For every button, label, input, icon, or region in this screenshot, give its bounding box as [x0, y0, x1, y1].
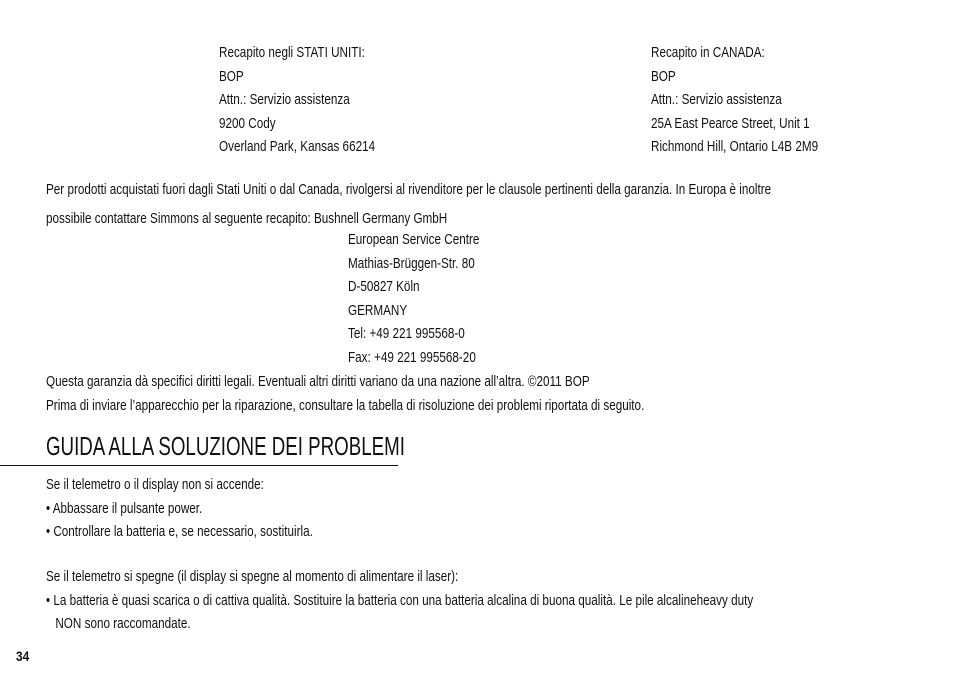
paragraph-line: possibile contattare Simmons al seguente recapito: Bushnell Germany GmbH: [46, 210, 448, 227]
address-line: Richmond Hill, Ontario L4B 2M9: [651, 138, 819, 155]
paragraph-line: Prima di inviare l’apparecchio per la riparazione, consultare la tabella di risoluzione dei problemi riportata di seguito.: [46, 396, 645, 414]
canada-service-address: [651, 41, 818, 159]
address-line: Recapito negli STATI UNITI:: [219, 44, 365, 61]
page-number: 34: [16, 648, 30, 664]
legal-notice-paragraph: [46, 370, 644, 417]
address-line: Tel: +49 221 995568-0: [348, 325, 465, 342]
us-service-address: [219, 41, 375, 159]
address-line: D-50827 Köln: [348, 278, 420, 295]
section-title: GUIDA ALLA SOLUZIONE DEI PROBLEMI: [46, 431, 405, 461]
address-line: Attn.: Servizio assistenza: [219, 91, 350, 108]
address-line: BOP: [219, 67, 244, 85]
title-underline-divider: [0, 465, 398, 466]
paragraph-line: Per prodotti acquistati fuori dagli Stati Uniti o dal Canada, rivolgersi al rivenditore per le clausole pertinenti della garanzia. In Europa è inoltre: [46, 181, 772, 198]
bullet-item: • Abbassare il pulsante power.: [46, 499, 203, 517]
troubleshooting-heading: Se il telemetro o il display non si accende:: [46, 476, 264, 493]
address-line: Overland Park, Kansas 66214: [219, 138, 376, 155]
bullet-item: • Controllare la batteria e, se necessario, sostituirla.: [46, 523, 313, 540]
paragraph-line: Questa garanzia dà specifici diritti legali. Eventuali altri diritti variano da una nazione all’altra. ©2011 BOP: [46, 373, 590, 390]
address-line: GERMANY: [348, 301, 408, 319]
europe-service-address: [348, 228, 479, 369]
address-line: European Service Centre: [348, 231, 480, 248]
address-line: Recapito in CANADA:: [651, 44, 765, 61]
address-line: BOP: [651, 67, 676, 85]
troubleshooting-block-shuts-off: [46, 565, 753, 636]
address-line: 25A East Pearce Street, Unit 1: [651, 114, 810, 132]
bullet-item: • La batteria è quasi scarica o di cattiva qualità. Sostituire la batteria con una batteria alcalina di buona qualità. Le pile alcalineheavy duty: [46, 591, 754, 609]
address-line: Fax: +49 221 995568-20: [348, 348, 476, 366]
address-line: Mathias-Brüggen-Str. 80: [348, 254, 475, 272]
troubleshooting-heading: Se il telemetro si spegne (il display si spegne al momento di alimentare il laser):: [46, 568, 459, 585]
troubleshooting-block-no-power: [46, 473, 313, 544]
address-line: Attn.: Servizio assistenza: [651, 91, 782, 108]
bullet-item-continuation: NON sono raccomandate.: [55, 615, 191, 632]
address-line: 9200 Cody: [219, 114, 276, 132]
